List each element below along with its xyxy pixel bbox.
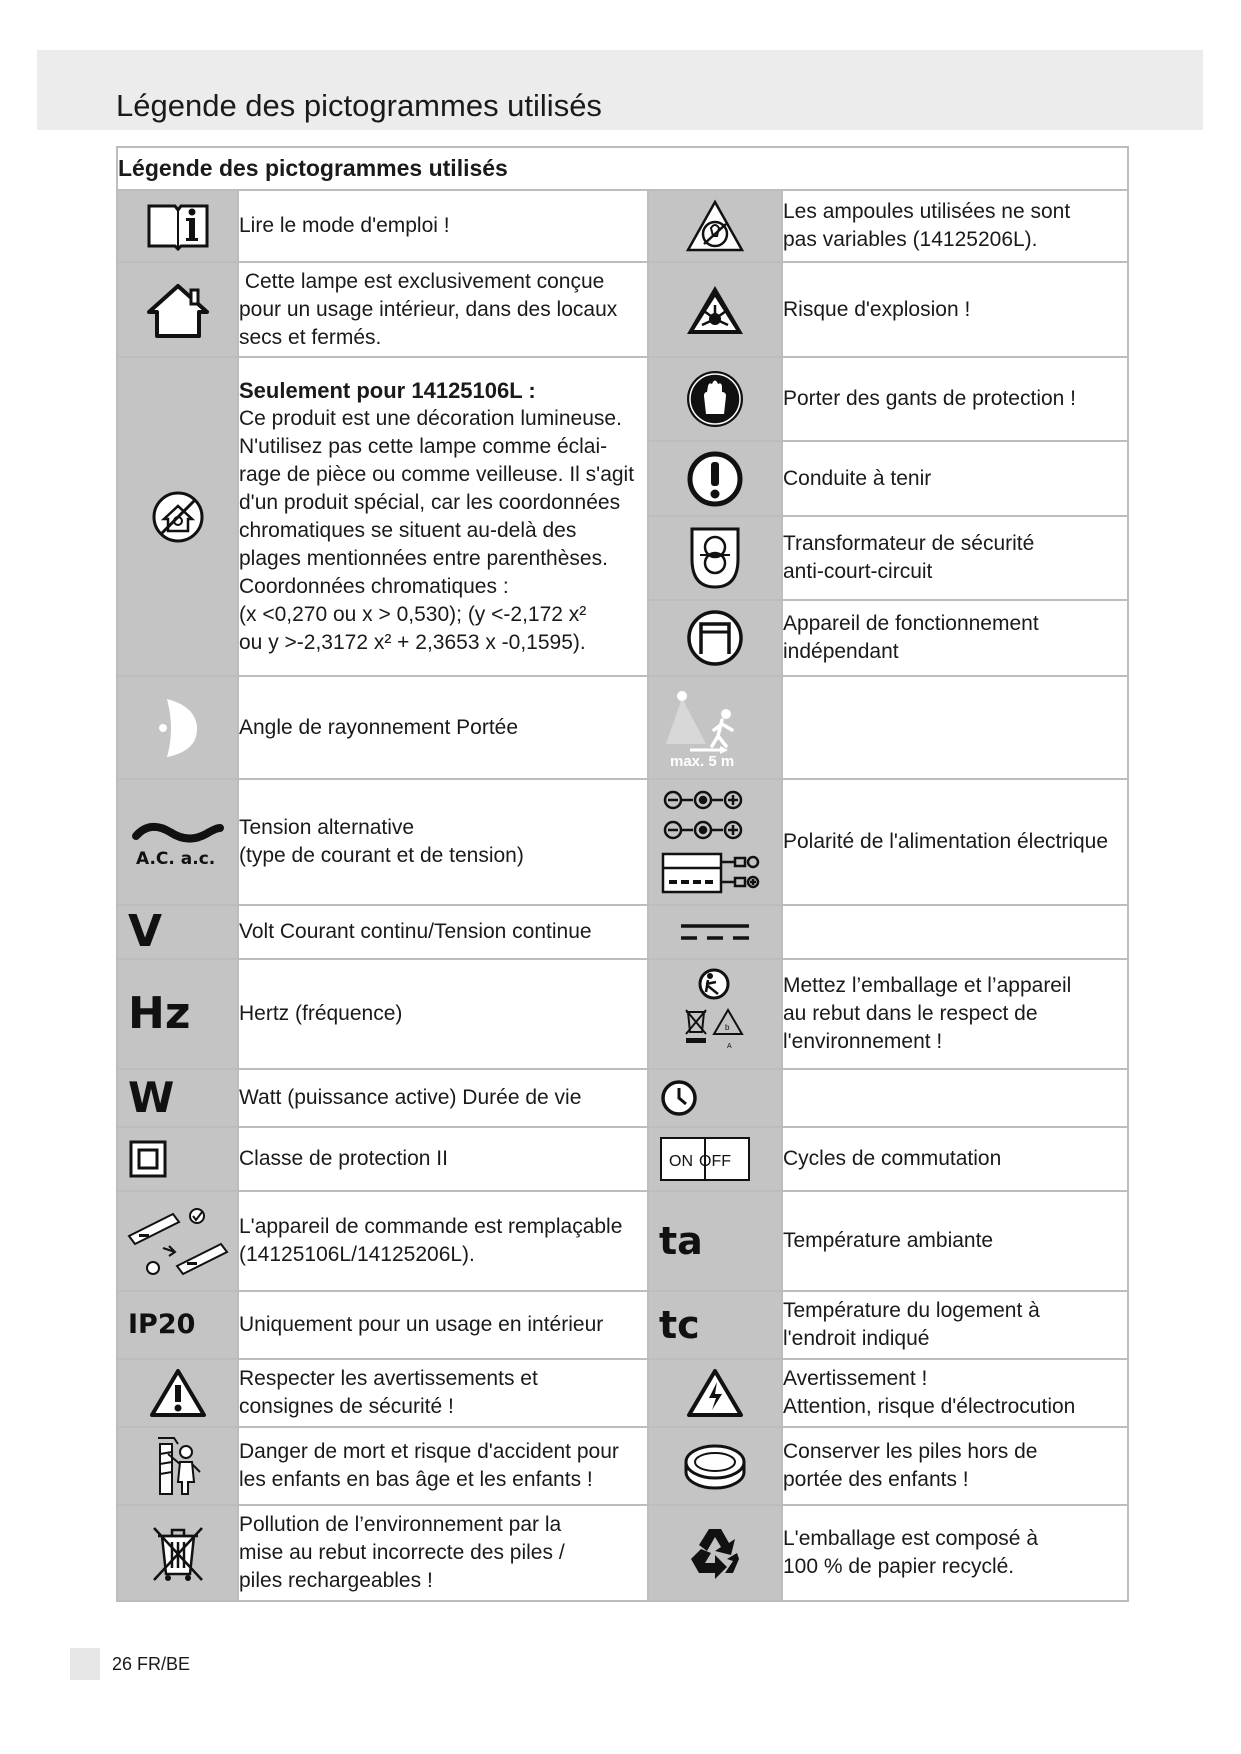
child-danger-icon <box>150 1434 206 1498</box>
legend-text <box>782 190 1128 262</box>
text-line: Classe de protection II <box>239 1147 448 1170</box>
text-line: pour un usage intérieur, dans des locaux <box>239 297 618 321</box>
text-line: Les ampoules utilisées ne sont <box>783 200 1071 223</box>
text-line: plages mentionnées entre parenthèses. <box>239 546 608 570</box>
text-line: (x <0,270 ou x > 0,530); (y <-2,172 x² <box>239 602 587 626</box>
text-line: Mettez l’emballage et l’appareil <box>783 974 1072 997</box>
text-line: anti-court-circuit <box>783 560 933 583</box>
legend-text <box>782 1191 1128 1291</box>
text-line: ou y >-2,3172 x² + 2,3653 x -0,1595). <box>239 630 586 654</box>
text-line: Uniquement pour un usage en intérieur <box>239 1313 604 1336</box>
table-row <box>117 1427 1128 1505</box>
legend-text <box>238 959 648 1069</box>
icon-cell <box>117 1291 238 1359</box>
table-row <box>117 262 1128 357</box>
table-row <box>117 959 1128 1069</box>
text-line: (type de courant et de tension) <box>239 844 524 867</box>
non-dimmable-icon <box>684 198 746 254</box>
page-locale: FR/BE <box>137 1654 191 1674</box>
legend-text <box>238 262 648 357</box>
text-line: Watt (puissance active) Durée de vie <box>239 1086 582 1109</box>
hertz-icon: Hz <box>128 988 191 1039</box>
text-line: portée des enfants ! <box>783 1468 969 1491</box>
legend-text-empty <box>782 676 1128 779</box>
legend-text <box>782 262 1128 357</box>
table-row <box>117 676 1128 779</box>
text-line: Risque d'explosion ! <box>783 297 971 321</box>
clock-icon <box>659 1078 699 1118</box>
text-line: l'environnement ! <box>783 1030 943 1053</box>
table-row <box>117 779 1128 905</box>
legend-text <box>238 1427 648 1505</box>
warning-icon <box>149 1368 207 1418</box>
text-line: Coordonnées chromatiques : <box>239 574 509 598</box>
icon-cell <box>648 441 782 516</box>
icon-cell <box>648 357 782 441</box>
text-line: N'utilisez pas cette lampe comme éclai- <box>239 434 608 458</box>
icon-cell <box>648 1291 782 1359</box>
text-line: piles rechargeables ! <box>239 1569 433 1592</box>
text-line: Conduite à tenir <box>783 466 932 490</box>
electric-shock-icon <box>686 1368 744 1418</box>
ac-icon <box>130 814 226 870</box>
text-line: Cette lampe est exclusivement conçue <box>239 269 605 293</box>
watt-icon: W <box>128 1073 175 1122</box>
text-line: indépendant <box>783 640 899 663</box>
icon-cell <box>648 600 782 676</box>
legend-text <box>238 676 648 779</box>
text-line: secs et fermés. <box>239 325 382 349</box>
pictogram-legend-table <box>116 146 1129 1602</box>
footer-marker <box>70 1648 100 1680</box>
legend-text <box>238 1359 648 1427</box>
gloves-icon <box>684 368 746 430</box>
table-row <box>117 905 1128 959</box>
icon-cell <box>648 1069 782 1127</box>
legend-text <box>782 1127 1128 1191</box>
icon-cell <box>117 1505 238 1601</box>
text-line: (14125106L/14125206L). <box>239 1243 475 1266</box>
disposal-icon <box>680 966 750 1062</box>
table-row <box>117 1191 1128 1291</box>
icon-cell <box>648 516 782 600</box>
range-icon <box>660 686 770 770</box>
icon-cell <box>648 190 782 262</box>
icon-cell <box>117 905 238 959</box>
text-line: chromatiques se situent au-delà des <box>239 518 577 542</box>
table-row <box>117 1505 1128 1601</box>
legend-text <box>782 1505 1128 1601</box>
recycle-icon <box>685 1525 745 1581</box>
legend-text <box>782 357 1128 441</box>
icon-cell <box>648 1191 782 1291</box>
legend-text <box>782 1427 1128 1505</box>
text-line: 100 % de papier recyclé. <box>783 1555 1015 1578</box>
legend-text <box>782 600 1128 676</box>
text-line: mise au rebut incorrecte des piles / <box>239 1541 565 1564</box>
text-line: au rebut dans le respect de <box>783 1002 1038 1025</box>
icon-cell <box>648 905 782 959</box>
icon-cell <box>117 1359 238 1427</box>
text-line: Pollution de l’environnement par la <box>239 1513 562 1536</box>
battery-disposal-icon <box>148 1522 208 1584</box>
text-line: Danger de mort et risque d'accident pour <box>239 1440 619 1463</box>
text-line: L'appareil de commande est remplaçable <box>239 1215 623 1238</box>
explosion-icon <box>684 283 746 337</box>
range-label: max. 5 m <box>670 752 735 770</box>
on-off-icon <box>659 1136 751 1182</box>
legend-text <box>238 1505 648 1601</box>
text-line: Angle de rayonnement Portée <box>239 715 519 739</box>
independent-device-icon <box>685 608 745 668</box>
table-row <box>117 357 1128 441</box>
text-line: L'emballage est composé à <box>783 1527 1038 1550</box>
icon-cell <box>648 1359 782 1427</box>
legend-text <box>782 441 1128 516</box>
house-icon <box>143 280 213 340</box>
text-line: Hertz (fréquence) <box>239 1002 403 1025</box>
legend-text-empty <box>782 1069 1128 1127</box>
legend-text <box>782 779 1128 905</box>
battery-cell-icon <box>682 1438 748 1494</box>
polarity-icon <box>659 786 771 898</box>
manual-icon <box>145 200 211 252</box>
ta-icon: ta <box>659 1219 703 1263</box>
legend-text <box>238 190 648 262</box>
beam-angle-icon <box>153 693 203 763</box>
text-line: Respecter les avertissements et <box>239 1367 538 1390</box>
legend-text <box>238 1127 648 1191</box>
legend-text <box>782 959 1128 1069</box>
text-line: Température ambiante <box>783 1229 994 1252</box>
icon-cell <box>117 779 238 905</box>
icon-cell <box>648 959 782 1069</box>
protection-class-icon <box>128 1139 168 1179</box>
table-row <box>117 1127 1128 1191</box>
text-line: Température du logement à <box>783 1299 1040 1322</box>
on-label: ON <box>669 1153 693 1170</box>
ac-label: A.C. a.c. <box>135 849 215 869</box>
icon-cell <box>117 676 238 779</box>
text-line: Transformateur de sécurité <box>783 532 1035 555</box>
svg-text:A: A <box>727 1043 732 1050</box>
page-number: 26 <box>112 1654 133 1674</box>
icon-cell <box>648 262 782 357</box>
text-line: pas variables (14125206L). <box>783 228 1038 251</box>
replaceable-control-icon <box>123 1196 233 1286</box>
legend-text <box>238 779 648 905</box>
text-line: consignes de sécurité ! <box>239 1395 454 1418</box>
table-row <box>117 1359 1128 1427</box>
text-line: rage de pièce ou comme veilleuse. Il s'agit <box>239 462 635 486</box>
svg-text:b: b <box>725 1023 730 1032</box>
icon-cell <box>648 1127 782 1191</box>
text-line: Volt Courant continu/Tension continue <box>239 920 592 943</box>
text-line: Cycles de commutation <box>783 1147 1002 1170</box>
text-line: l'endroit indiqué <box>783 1327 930 1350</box>
legend-text <box>238 905 648 959</box>
icon-cell <box>117 1127 238 1191</box>
text-line: d'un produit spécial, car les coordonnées <box>239 490 621 514</box>
icon-cell <box>648 676 782 779</box>
off-label: OFF <box>699 1153 731 1170</box>
volt-icon: V <box>128 906 163 957</box>
icon-cell <box>117 357 238 676</box>
legend-text <box>238 1191 648 1291</box>
icon-cell <box>117 1427 238 1505</box>
text-line: Ce produit est une décoration lumineuse. <box>239 406 622 430</box>
legend-text <box>782 1359 1128 1427</box>
icon-cell <box>648 1505 782 1601</box>
table-row <box>117 1069 1128 1127</box>
icon-cell <box>117 959 238 1069</box>
table-row <box>117 190 1128 262</box>
text-line: Tension alternative <box>239 816 415 839</box>
icon-cell <box>117 262 238 357</box>
page-title: Légende des pictogrammes utilisés <box>116 88 602 123</box>
legend-text-empty <box>782 905 1128 959</box>
icon-cell <box>117 1069 238 1127</box>
text-line: Avertissement ! <box>783 1367 928 1390</box>
transformer-icon <box>688 525 742 591</box>
text-line: les enfants en bas âge et les enfants ! <box>239 1468 593 1491</box>
no-room-light-icon <box>150 489 206 545</box>
text-line: Conserver les piles hors de <box>783 1440 1038 1463</box>
exclamation-icon <box>686 450 744 508</box>
text-heading: Seulement pour 14125106L : <box>239 377 536 403</box>
dc-icon <box>677 920 753 944</box>
text-line: Attention, risque d'électrocution <box>783 1395 1076 1418</box>
text-line: Porter des gants de protection ! <box>783 387 1077 410</box>
icon-cell <box>117 1191 238 1291</box>
table-caption: Légende des pictogrammes utilisés <box>117 147 1128 190</box>
legend-text <box>238 1069 648 1127</box>
icon-cell <box>648 1427 782 1505</box>
icon-cell <box>648 779 782 905</box>
page-footer <box>112 1654 190 1675</box>
text-line: Appareil de fonctionnement <box>783 612 1039 635</box>
text-line: Polarité de l'alimentation électrique <box>783 830 1109 853</box>
legend-text <box>238 1291 648 1359</box>
tc-icon: tc <box>659 1303 700 1347</box>
legend-text <box>782 516 1128 600</box>
table-row <box>117 1291 1128 1359</box>
ip20-icon: IP20 <box>128 1309 196 1340</box>
text-line: Lire le mode d'emploi ! <box>239 214 450 237</box>
legend-text <box>782 1291 1128 1359</box>
legend-text <box>238 357 648 676</box>
icon-cell <box>117 190 238 262</box>
